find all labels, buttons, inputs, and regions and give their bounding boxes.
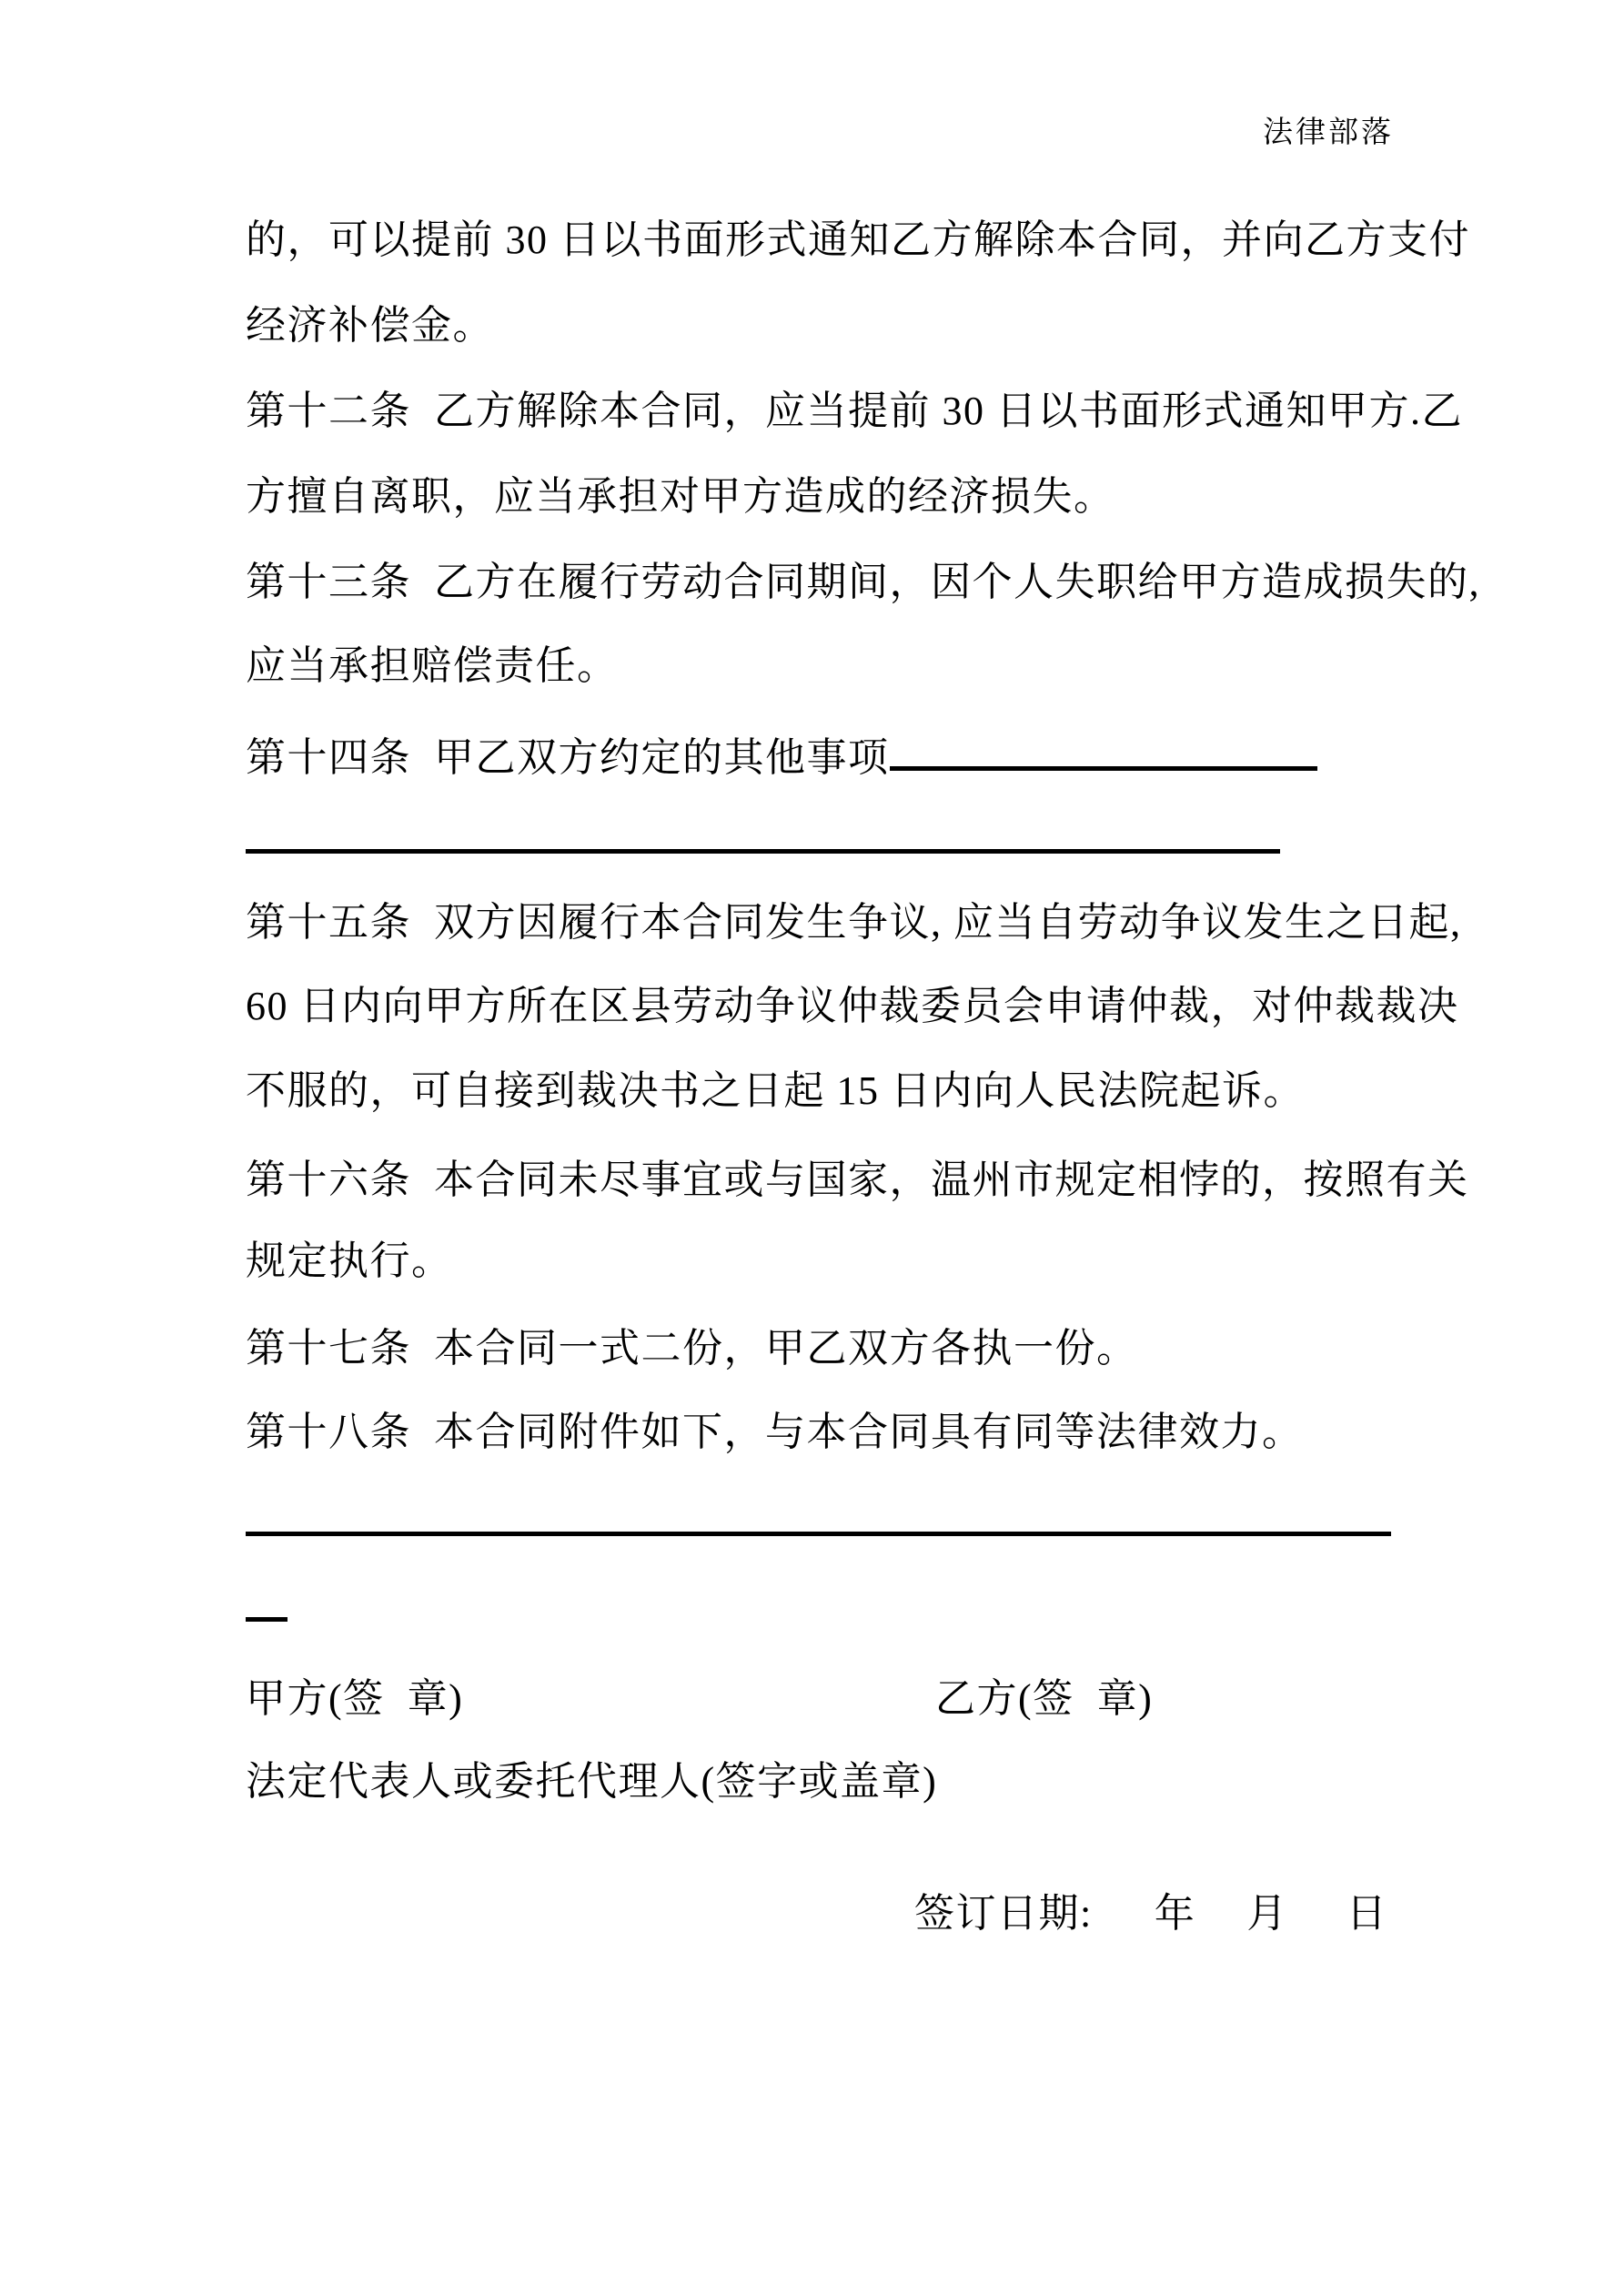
article-18-line: 第十八条 本合同附件如下，与本合同具有同等法律效力。 <box>246 1410 1304 1454</box>
article-15-line: 第十五条 双方因履行本合同发生争议, 应当自劳动争议发生之日起, <box>246 900 1462 945</box>
article-12-line: 方擅自离职，应当承担对甲方造成的经济损失。 <box>246 474 1115 519</box>
legal-representative-label: 法定代表人或委托代理人(签字或盖章) <box>246 1759 938 1804</box>
article-15-line: 60 日内向甲方所在区县劳动争议仲裁委员会申请仲裁，对仲裁裁决 <box>246 984 1459 1028</box>
article-15-line: 不服的，可自接到裁决书之日起 15 日内向人民法院起诉。 <box>246 1068 1305 1113</box>
blank-field-underline-full <box>246 849 1280 854</box>
sign-date-row <box>869 1834 1387 1985</box>
party-b-signature-label: 乙方(签 章) <box>935 1676 1154 1721</box>
contract-line: 的，可以提前 30 日以书面形式通知乙方解除本合同，并向乙方支付 <box>246 217 1470 262</box>
article-14-line <box>246 732 1317 780</box>
blank-field-underline <box>890 732 1317 771</box>
attachment-blank-underline <box>246 1532 1391 1536</box>
site-watermark: 法律部落 <box>1263 116 1394 149</box>
article-12-line: 第十二条 乙方解除本合同，应当提前 30 日以书面形式通知甲方.乙 <box>246 389 1463 433</box>
attachment-blank-underline-wrap <box>246 1617 287 1622</box>
sign-date-label: 签订日期: <box>914 1891 1093 1936</box>
article-17-line: 第十七条 本合同一式二份，甲乙双方各执一份。 <box>246 1326 1138 1371</box>
signature-row <box>246 1665 1428 1720</box>
party-a-signature-label: 甲方(签 章) <box>246 1676 464 1721</box>
article-13-line: 第十三条 乙方在履行劳动合同期间，因个人失职给甲方造成损失的, <box>246 560 1480 604</box>
contract-line: 经济补偿金。 <box>246 303 494 348</box>
day-label: 日 <box>1346 1891 1388 1936</box>
month-label: 月 <box>1246 1891 1288 1936</box>
article-16-line: 规定执行。 <box>246 1239 453 1283</box>
article-13-line: 应当承担赔偿责任。 <box>246 643 619 688</box>
year-label: 年 <box>1154 1891 1196 1936</box>
article-16-line: 第十六条 本合同未尽事宜或与国家，温州市规定相悖的，按照有关 <box>246 1158 1469 1202</box>
article-14-text: 第十四条 甲乙双方约定的其他事项 <box>246 735 890 780</box>
